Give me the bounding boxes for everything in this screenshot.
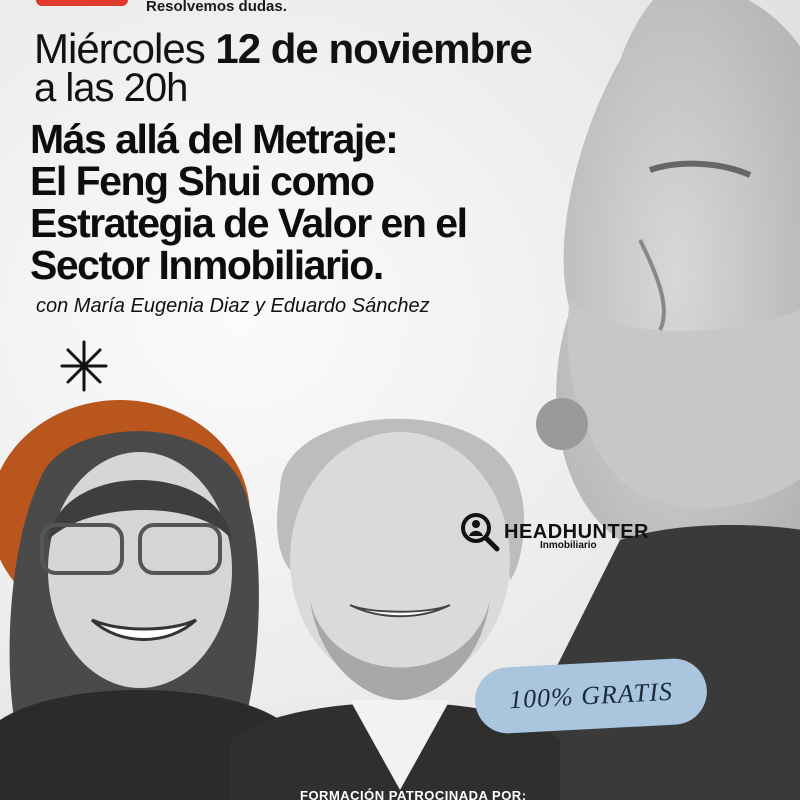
free-badge — [473, 657, 708, 735]
sparkle-icon — [58, 340, 110, 392]
title-line-4: Sector Inmobiliario. — [30, 242, 383, 288]
sponsor-name: HEADHUNTER — [504, 521, 649, 543]
title-line-3: Estrategia de Valor en el — [30, 200, 467, 246]
title-line-1: Más allá del Metraje: — [30, 116, 398, 162]
event-time: a las 20h — [34, 66, 188, 110]
header-tagline: Resolvemos dudas. — [146, 0, 287, 15]
sponsor-logo — [460, 512, 649, 552]
title-line-2: El Feng Shui como — [30, 158, 374, 204]
footer-sponsor-label: FORMACIÓN PATROCINADA POR: — [300, 788, 527, 800]
sponsor-subtitle: Inmobiliario — [540, 540, 597, 551]
speaker-photo-man — [230, 370, 560, 800]
magnifier-person-icon — [460, 512, 500, 552]
event-date — [34, 25, 532, 72]
brand-tag — [36, 0, 128, 6]
free-badge-text: 100% GRATIS — [508, 676, 674, 715]
event-title — [30, 118, 630, 286]
speakers-line: con María Eugenia Diaz y Eduardo Sánchez — [36, 295, 430, 317]
event-date-value: 12 de noviembre — [215, 25, 532, 72]
event-day: Miércoles — [34, 25, 205, 72]
